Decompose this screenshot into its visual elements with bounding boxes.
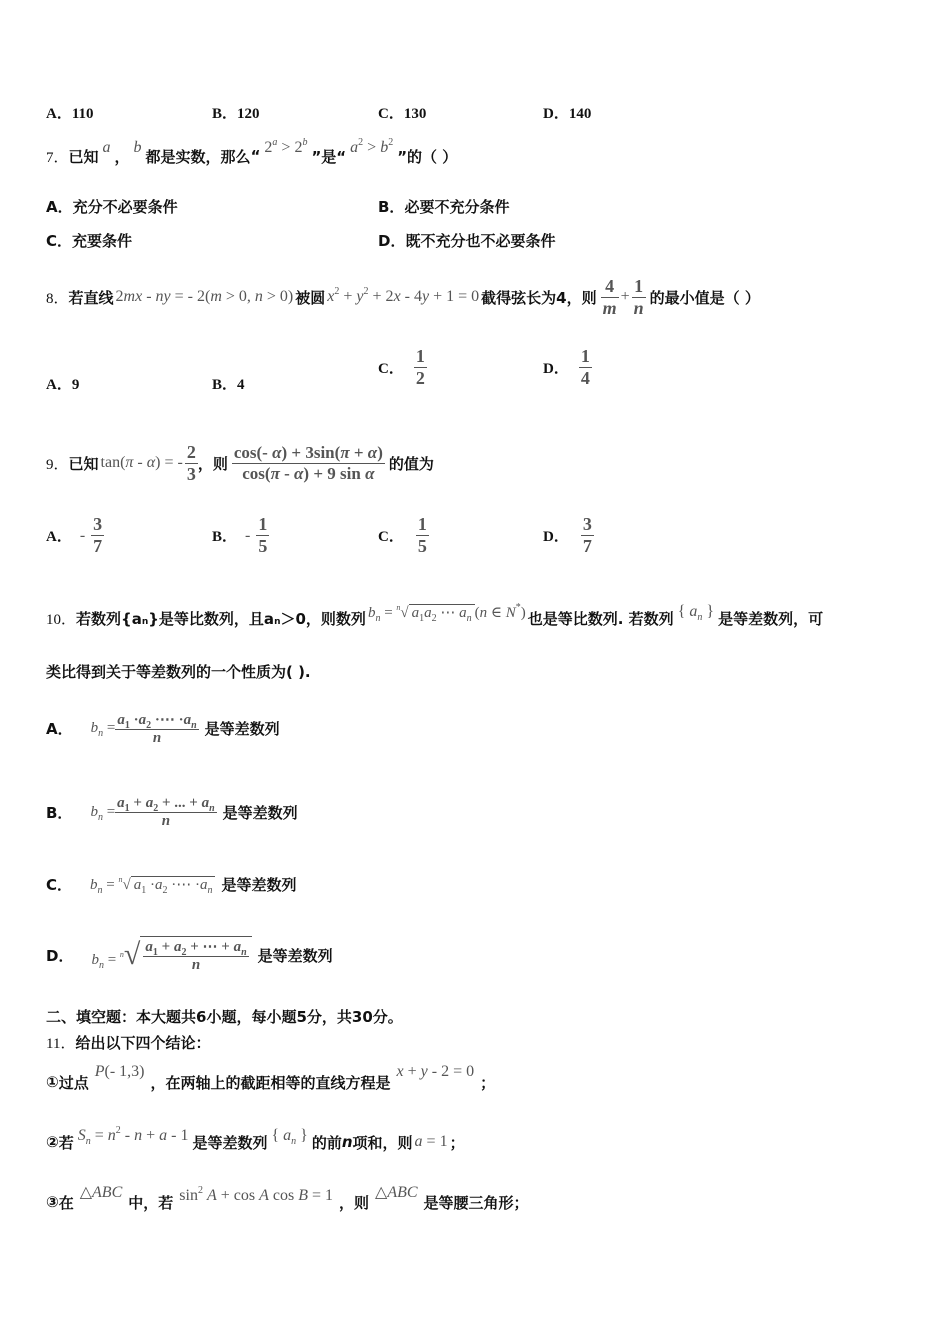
q9-option-c: C． $\frac{1}{5}$ xyxy=(378,514,427,556)
math-sin-cos: $\sin^2 A + \cos A$ cos B = 1 xyxy=(179,1185,333,1204)
math-frac-sum: $\frac{a_1 + a_2 + ... + a_n}{n}$ xyxy=(117,794,215,829)
q10-text: }是等比数列，且a xyxy=(148,609,275,628)
statement-text: n xyxy=(341,1133,353,1151)
q7-number: 7． xyxy=(46,149,69,166)
math-geometric-mean: $b_n = ^n√$ $a_1a_2$ ⋯ $a_n$ (n ∈ N*) xyxy=(367,601,526,624)
math-option-c: $b_n = ^n√$ $a_1 \cdot a_2$ ·⋯ $\cdot a_n$ xyxy=(90,875,215,894)
q7-option-d: D．既不充分也不必要条件 xyxy=(378,232,556,250)
math-b: b xyxy=(133,139,142,156)
q11-intro: 11．给出以下四个结论： xyxy=(46,1034,211,1052)
q7-option-c: C．充要条件 xyxy=(46,232,133,250)
q7-stem xyxy=(46,138,457,174)
q9-option-b: B． - $\frac{1}{5}$ xyxy=(212,514,268,556)
math-frac-4-m: $\frac{4}{m}$ xyxy=(602,275,617,318)
statement-text: ，则 xyxy=(339,1193,370,1212)
q8-text: 被圆 xyxy=(295,288,326,307)
math-option-d: $b_n = ^n√$ xyxy=(91,938,141,971)
q10-text: ＞0，则数列 xyxy=(280,609,366,628)
statement-text: ； xyxy=(480,1073,496,1092)
q9-stem xyxy=(46,426,434,500)
q10-text: n xyxy=(141,617,149,627)
math-sn: $S_n = n^2 - n + a - 1$ xyxy=(77,1125,189,1147)
q7-text: ， xyxy=(114,147,130,166)
q8-number: 8． xyxy=(46,290,69,307)
q7-option-a: A．充分不必要条件 xyxy=(46,198,178,216)
option-suffix: 是等差数列 xyxy=(222,803,298,822)
q8-option-b: B．4 xyxy=(212,377,245,393)
q9-text: 已知 xyxy=(68,454,99,473)
statement-text: 中，若 xyxy=(128,1193,174,1212)
option-label: B． xyxy=(46,803,73,822)
math-frac-2-3: $\frac{2}{3}$ xyxy=(186,441,196,484)
statement-text: 是等腰三角形； xyxy=(423,1193,529,1212)
q8-text: 的最小值是（ ） xyxy=(649,288,760,307)
statement-text: 在 xyxy=(58,1193,74,1212)
q8-text: 截得弦长为4，则 xyxy=(481,288,597,307)
statement-mark: ② xyxy=(46,1133,59,1151)
q8-text: 若直线 xyxy=(68,288,114,307)
math-seq-an: { $a_n$ } xyxy=(271,1127,308,1147)
math-square-cond: $a^2 > b^2$ xyxy=(350,137,394,156)
q11-statement-2 xyxy=(46,1122,465,1162)
math-triangle-abc: △ABC xyxy=(79,1184,123,1201)
math-plus: + xyxy=(620,288,630,305)
q7-text: ”是“ xyxy=(311,147,347,166)
q6-option-a: A．110 xyxy=(46,106,94,122)
math-frac-product: $\frac{a_1 \cdot a_2 \cdot\cdots \cdot a_n}{n}$ xyxy=(117,711,197,746)
statement-text: ，在两轴上的截距相等的直线方程是 xyxy=(150,1073,391,1092)
q11-statement-3 xyxy=(46,1182,529,1222)
section-heading: 二、填空题：本大题共6小题，每小题5分，共30分。 xyxy=(46,1008,403,1026)
math-option-b: $b_n$ = xyxy=(90,803,116,823)
statement-text: 的前 xyxy=(311,1133,342,1152)
statement-text: 是等差数列 xyxy=(192,1133,268,1152)
statement-text: ； xyxy=(449,1133,465,1152)
math-triangle-abc: △ABC xyxy=(375,1184,418,1201)
q6-option-c: C．130 xyxy=(378,106,427,122)
statement-text: 项和，则 xyxy=(352,1133,413,1152)
q8-option-d: D． $\frac{1}{4}$ xyxy=(543,346,590,388)
statement-text: 若 xyxy=(58,1133,74,1152)
q10-text: n xyxy=(274,617,281,627)
q10-text: 是等差数列，可 xyxy=(718,609,824,628)
math-a-eq-1: a = 1 xyxy=(414,1133,448,1150)
q10-option-a xyxy=(46,696,280,760)
q6-option-b: B．120 xyxy=(212,106,260,122)
q9-text: 的值为 xyxy=(388,454,434,473)
option-label: A． xyxy=(46,719,73,738)
q7-text: 都是实数，那么 xyxy=(145,147,251,166)
q9-text: ，则 xyxy=(197,454,228,473)
q10-text: 若数列{a xyxy=(76,609,142,628)
math-seq-an: { $a_n$ } xyxy=(677,603,715,623)
q9-option-a: A． - $\frac{3}{7}$ xyxy=(46,514,103,556)
q10-text: 也是等比数列. 若数列 xyxy=(527,609,674,628)
q10-option-d xyxy=(46,920,333,990)
q10-number: 10． xyxy=(46,611,77,628)
statement-mark: ① xyxy=(46,1073,59,1091)
q7-text: “ xyxy=(250,147,261,165)
math-tan-given: tan(π - α) = - xyxy=(100,454,183,471)
option-suffix: 是等差数列 xyxy=(221,875,297,894)
math-trig-fraction: $\frac{\cos(- \alpha) + 3\sin(\pi + \alpha)}{\text{cos(π - α) + 9 sin α}}$ xyxy=(233,442,383,483)
option-label: C． xyxy=(46,875,73,894)
math-line-xy: x + y - 2 = 0 xyxy=(396,1063,475,1080)
q10-line2: 类比得到关于等差数列的一个性质为( ). xyxy=(46,663,311,681)
math-frac-1-n: $\frac{1}{n}$ xyxy=(633,275,644,318)
q11-statement-1 xyxy=(46,1062,495,1102)
q9-option-d: D． $\frac{3}{7}$ xyxy=(543,514,592,556)
q7-option-b: B．必要不充分条件 xyxy=(378,198,510,216)
q7-text: ”的（ ） xyxy=(397,147,458,166)
math-frac-sum-root: $\frac{a_1 + a_2 + \cdots + a_n}{n}$ xyxy=(140,936,251,974)
q8-stem xyxy=(46,262,760,332)
statement-mark: ③ xyxy=(46,1193,59,1211)
option-suffix: 是等差数列 xyxy=(204,719,280,738)
option-label: D． xyxy=(46,946,74,965)
math-exp-cond: $2^a > 2^b$ xyxy=(264,137,308,156)
q10-option-c xyxy=(46,862,296,906)
statement-text: 过点 xyxy=(58,1073,89,1092)
q8-option-a: A．9 xyxy=(46,377,80,393)
math-circle-equation: $x^2 + y^2 + 2x - 4y + 1 = 0$ xyxy=(327,286,480,305)
q7-text: 已知 xyxy=(68,147,99,166)
math-point-p: P(- 1,3) xyxy=(94,1063,145,1080)
q10-stem xyxy=(46,598,823,638)
math-line-equation: 2mx - ny = - 2(m > 0, n > 0) xyxy=(115,288,294,305)
math-a: a xyxy=(102,139,111,156)
q9-number: 9． xyxy=(46,456,69,473)
option-suffix: 是等差数列 xyxy=(257,946,333,965)
q10-option-b xyxy=(46,780,298,844)
q6-option-d: D．140 xyxy=(543,106,592,122)
math-option-a: $b_n$ = xyxy=(90,719,116,739)
q8-option-c: C． $\frac{1}{2}$ xyxy=(378,346,425,388)
